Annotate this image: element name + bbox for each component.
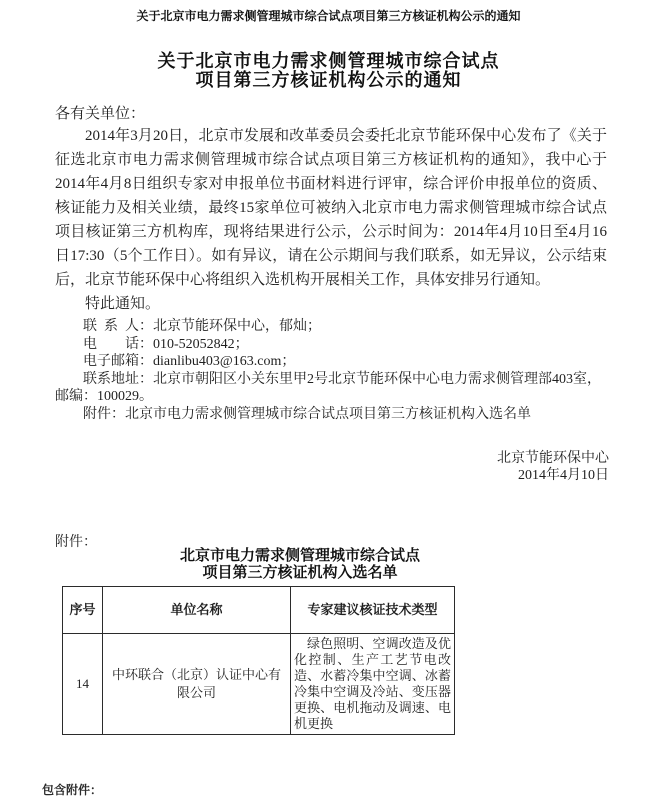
document-title bbox=[0, 52, 657, 90]
notice-body bbox=[55, 104, 607, 316]
document-title-line1: 关于北京市电力需求侧管理城市综合试点 bbox=[157, 51, 500, 71]
document-header-title: 关于北京市电力需求侧管理城市综合试点项目第三方核证机构公示的通知 bbox=[136, 9, 521, 23]
contact-address-line: 联系地址：北京市朝阳区小关东里甲2号北京节能环保中心电力需求侧管理部403室，邮编：100029。 bbox=[55, 371, 601, 404]
contact-phone-line: 电 话：010-52052842； bbox=[83, 336, 249, 352]
contact-email-line: 电子邮箱：dianlibu403@163.com； bbox=[83, 354, 296, 369]
contact-block bbox=[55, 318, 607, 423]
organization-name-cell: 中环联合（北京）认证中心有限公司 bbox=[103, 634, 291, 735]
document-title-line2: 项目第三方核证机构公示的通知 bbox=[195, 70, 462, 90]
attachment-section-label: 附件： bbox=[55, 535, 97, 550]
signature-block bbox=[497, 450, 609, 484]
attachment-title-line2: 项目第三方核证机构入选名单 bbox=[202, 565, 398, 581]
attachment-title-line1: 北京市电力需求侧管理城市综合试点 bbox=[179, 548, 420, 564]
signature-date: 2014年4月10日 bbox=[518, 468, 609, 483]
selected-agencies-table bbox=[62, 586, 455, 735]
attachment-reference-line: 附件：北京市电力需求侧管理城市综合试点项目第三方核证机构入选名单 bbox=[83, 406, 531, 422]
column-header-number: 序号 bbox=[63, 587, 103, 634]
table-row bbox=[63, 634, 455, 735]
contains-attachments-label: 包含附件： bbox=[42, 783, 103, 797]
column-header-technology-type: 专家建议核证技术类型 bbox=[291, 587, 455, 634]
technology-types-cell: 绿色照明、空调改造及优化控制、生产工艺节电改造、水蓄冷集中空调、冰蓄冷集中空调及冷站、变压器更换、电机拖动及调速、电机更换 bbox=[291, 634, 455, 735]
column-header-organization: 单位名称 bbox=[103, 587, 291, 634]
attachment-title bbox=[70, 548, 530, 582]
table-header-row bbox=[63, 587, 455, 634]
contact-person-line: 联 系 人：北京节能环保中心，郁灿； bbox=[83, 319, 321, 334]
salutation: 各有关单位： bbox=[55, 106, 146, 122]
closing-phrase: 特此通知。 bbox=[85, 296, 161, 312]
signature-organization: 北京节能环保中心 bbox=[497, 451, 609, 466]
row-number-cell: 14 bbox=[63, 634, 103, 735]
body-paragraph: 2014年3月20日，北京市发展和改革委员会委托北京节能环保中心发布了《关于征选北京市电力需求侧管理城市综合试点项目第三方核证机构的通知》，我中心于2014年4月8日组织专家对申报单位书面材料进行评审，综合评价申报单位的资质、核证能力及相关业绩，最终15家单位可被纳入北京市电力需求侧管理城市综合试点项目核证第三方机构库，现将结果进行公示，公示时间为：2014年4月10日至4月16日17:30（5个工作日）。如有异议，请在公示期间与我们联系，如无异议，公示结束后，北京节能环保中心将组织入选机构开展相关工作，具体安排另行通知。 bbox=[55, 128, 607, 288]
